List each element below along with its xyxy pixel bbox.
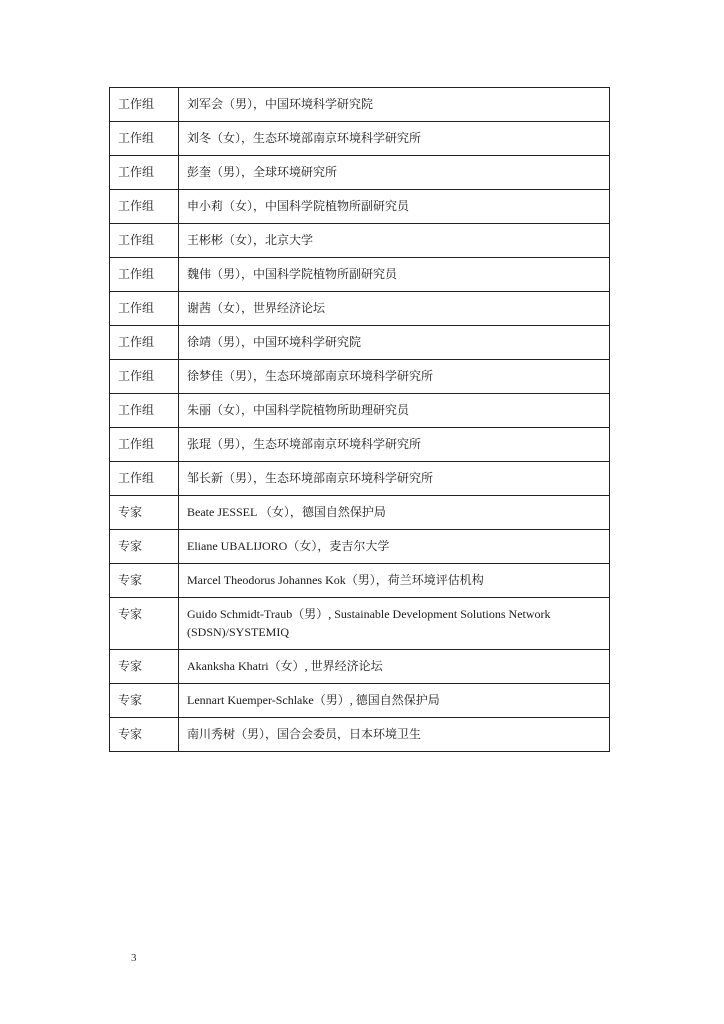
table-row <box>110 684 610 718</box>
table-row <box>110 292 610 326</box>
role-cell: 专家 <box>110 718 179 752</box>
role-cell: 工作组 <box>110 122 179 156</box>
table-row <box>110 462 610 496</box>
table-row <box>110 156 610 190</box>
description-cell: Akanksha Khatri（女）, 世界经济论坛 <box>179 650 610 684</box>
description-cell: 刘军会（男），中国环境科学研究院 <box>179 88 610 122</box>
role-cell: 专家 <box>110 684 179 718</box>
role-cell: 工作组 <box>110 258 179 292</box>
table-row <box>110 496 610 530</box>
role-cell: 工作组 <box>110 326 179 360</box>
role-cell: 专家 <box>110 650 179 684</box>
description-cell: 南川秀树（男），国合会委员，日本环境卫生 <box>179 718 610 752</box>
role-cell: 工作组 <box>110 156 179 190</box>
table-row <box>110 122 610 156</box>
role-cell: 专家 <box>110 598 179 650</box>
role-cell: 专家 <box>110 564 179 598</box>
description-cell: 张琨（男），生态环境部南京环境科学研究所 <box>179 428 610 462</box>
table-row <box>110 394 610 428</box>
description-cell: 邹长新（男），生态环境部南京环境科学研究所 <box>179 462 610 496</box>
table-row <box>110 326 610 360</box>
description-cell: 王彬彬（女），北京大学 <box>179 224 610 258</box>
role-cell: 工作组 <box>110 428 179 462</box>
description-cell: Eliane UBALIJORO（女），麦吉尔大学 <box>179 530 610 564</box>
role-cell: 工作组 <box>110 292 179 326</box>
table-row <box>110 650 610 684</box>
table-row <box>110 224 610 258</box>
table-row <box>110 530 610 564</box>
role-cell: 工作组 <box>110 462 179 496</box>
role-cell: 工作组 <box>110 224 179 258</box>
table-row <box>110 88 610 122</box>
description-cell: 徐靖（男），中国环境科学研究院 <box>179 326 610 360</box>
description-cell: 徐梦佳（男），生态环境部南京环境科学研究所 <box>179 360 610 394</box>
description-cell: Lennart Kuemper-Schlake（男）, 德国自然保护局 <box>179 684 610 718</box>
description-cell: 刘冬（女），生态环境部南京环境科学研究所 <box>179 122 610 156</box>
table-row <box>110 360 610 394</box>
description-cell: Beate JESSEL （女），德国自然保护局 <box>179 496 610 530</box>
role-cell: 专家 <box>110 530 179 564</box>
description-cell: 魏伟（男），中国科学院植物所副研究员 <box>179 258 610 292</box>
description-cell: 朱丽（女），中国科学院植物所助理研究员 <box>179 394 610 428</box>
table-row <box>110 190 610 224</box>
description-cell: Marcel Theodorus Johannes Kok（男），荷兰环境评估机构 <box>179 564 610 598</box>
table-row <box>110 598 610 650</box>
page-number: 3 <box>131 952 137 964</box>
table-row <box>110 564 610 598</box>
table-row <box>110 718 610 752</box>
description-cell: 谢茜（女），世界经济论坛 <box>179 292 610 326</box>
description-cell: 彭奎（男），全球环境研究所 <box>179 156 610 190</box>
role-cell: 工作组 <box>110 88 179 122</box>
description-cell: 申小莉（女），中国科学院植物所副研究员 <box>179 190 610 224</box>
role-cell: 专家 <box>110 496 179 530</box>
table-row <box>110 428 610 462</box>
table-row <box>110 258 610 292</box>
members-table <box>109 87 610 752</box>
role-cell: 工作组 <box>110 394 179 428</box>
role-cell: 工作组 <box>110 360 179 394</box>
description-cell: Guido Schmidt-Traub（男）, Sustainable Development Solutions Network (SDSN)/SYSTEMIQ <box>179 598 610 650</box>
role-cell: 工作组 <box>110 190 179 224</box>
